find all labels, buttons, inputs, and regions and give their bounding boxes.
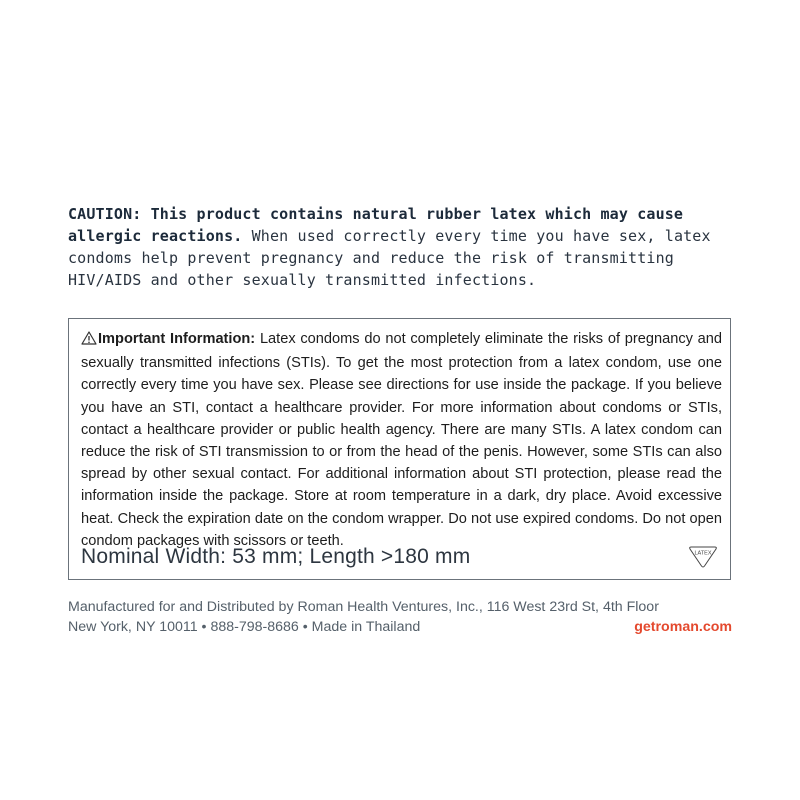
caution-statement xyxy=(68,203,748,291)
manufacturer-footer xyxy=(68,597,732,637)
warning-triangle-icon xyxy=(81,330,97,352)
important-information-text xyxy=(81,328,722,552)
important-information-box xyxy=(68,318,731,580)
latex-badge-label: LATEX xyxy=(694,550,712,557)
caution-body-text: When used correctly every time you have sex, latex condoms help prevent pregnancy and reduce the risk of transmitting HIV/AIDS and other sexually transmitted infections. xyxy=(68,227,711,289)
important-information-body: Latex condoms do not completely eliminate the risks of pregnancy and sexually transmitted infections (STIs). To get the most protection from a latex condom, use one correctly every time you have sex. Please see directions for use inside the package. If you believe you have an STI, contact a healthcare provider. For more information about condoms or STIs, contact a healthcare provider or public health agency. There are many STIs. A latex condom can reduce the risk of STI transmission to or from the head of the penis. However, some STIs can also spread by other sexual contact. For additional information about STI protection, please read the information inside the package. Store at room temperature in a dark, dry place. Avoid excessive heat. Check the expiration date on the condom wrapper. Do not use expired condoms. Do not open condom packages with scissors or teeth. xyxy=(81,331,723,549)
website-link[interactable]: getroman.com xyxy=(634,619,732,635)
important-information-heading: Important Information: xyxy=(98,331,256,347)
manufacturer-line: Manufactured for and Distributed by Roman Health Ventures, Inc., 116 West 23rd St, 4th Floor xyxy=(68,599,659,615)
address-phone-origin: New York, NY 10011 • 888-798-8686 • Made in Thailand xyxy=(68,619,421,635)
nominal-size-text: Nominal Width: 53 mm; Length >180 mm xyxy=(81,545,471,568)
latex-triangle-icon xyxy=(688,545,718,574)
footer-second-line xyxy=(68,617,732,637)
caution-bold-text: CAUTION: This product contains natural rubber latex which may cause allergic reactions. xyxy=(68,205,684,245)
